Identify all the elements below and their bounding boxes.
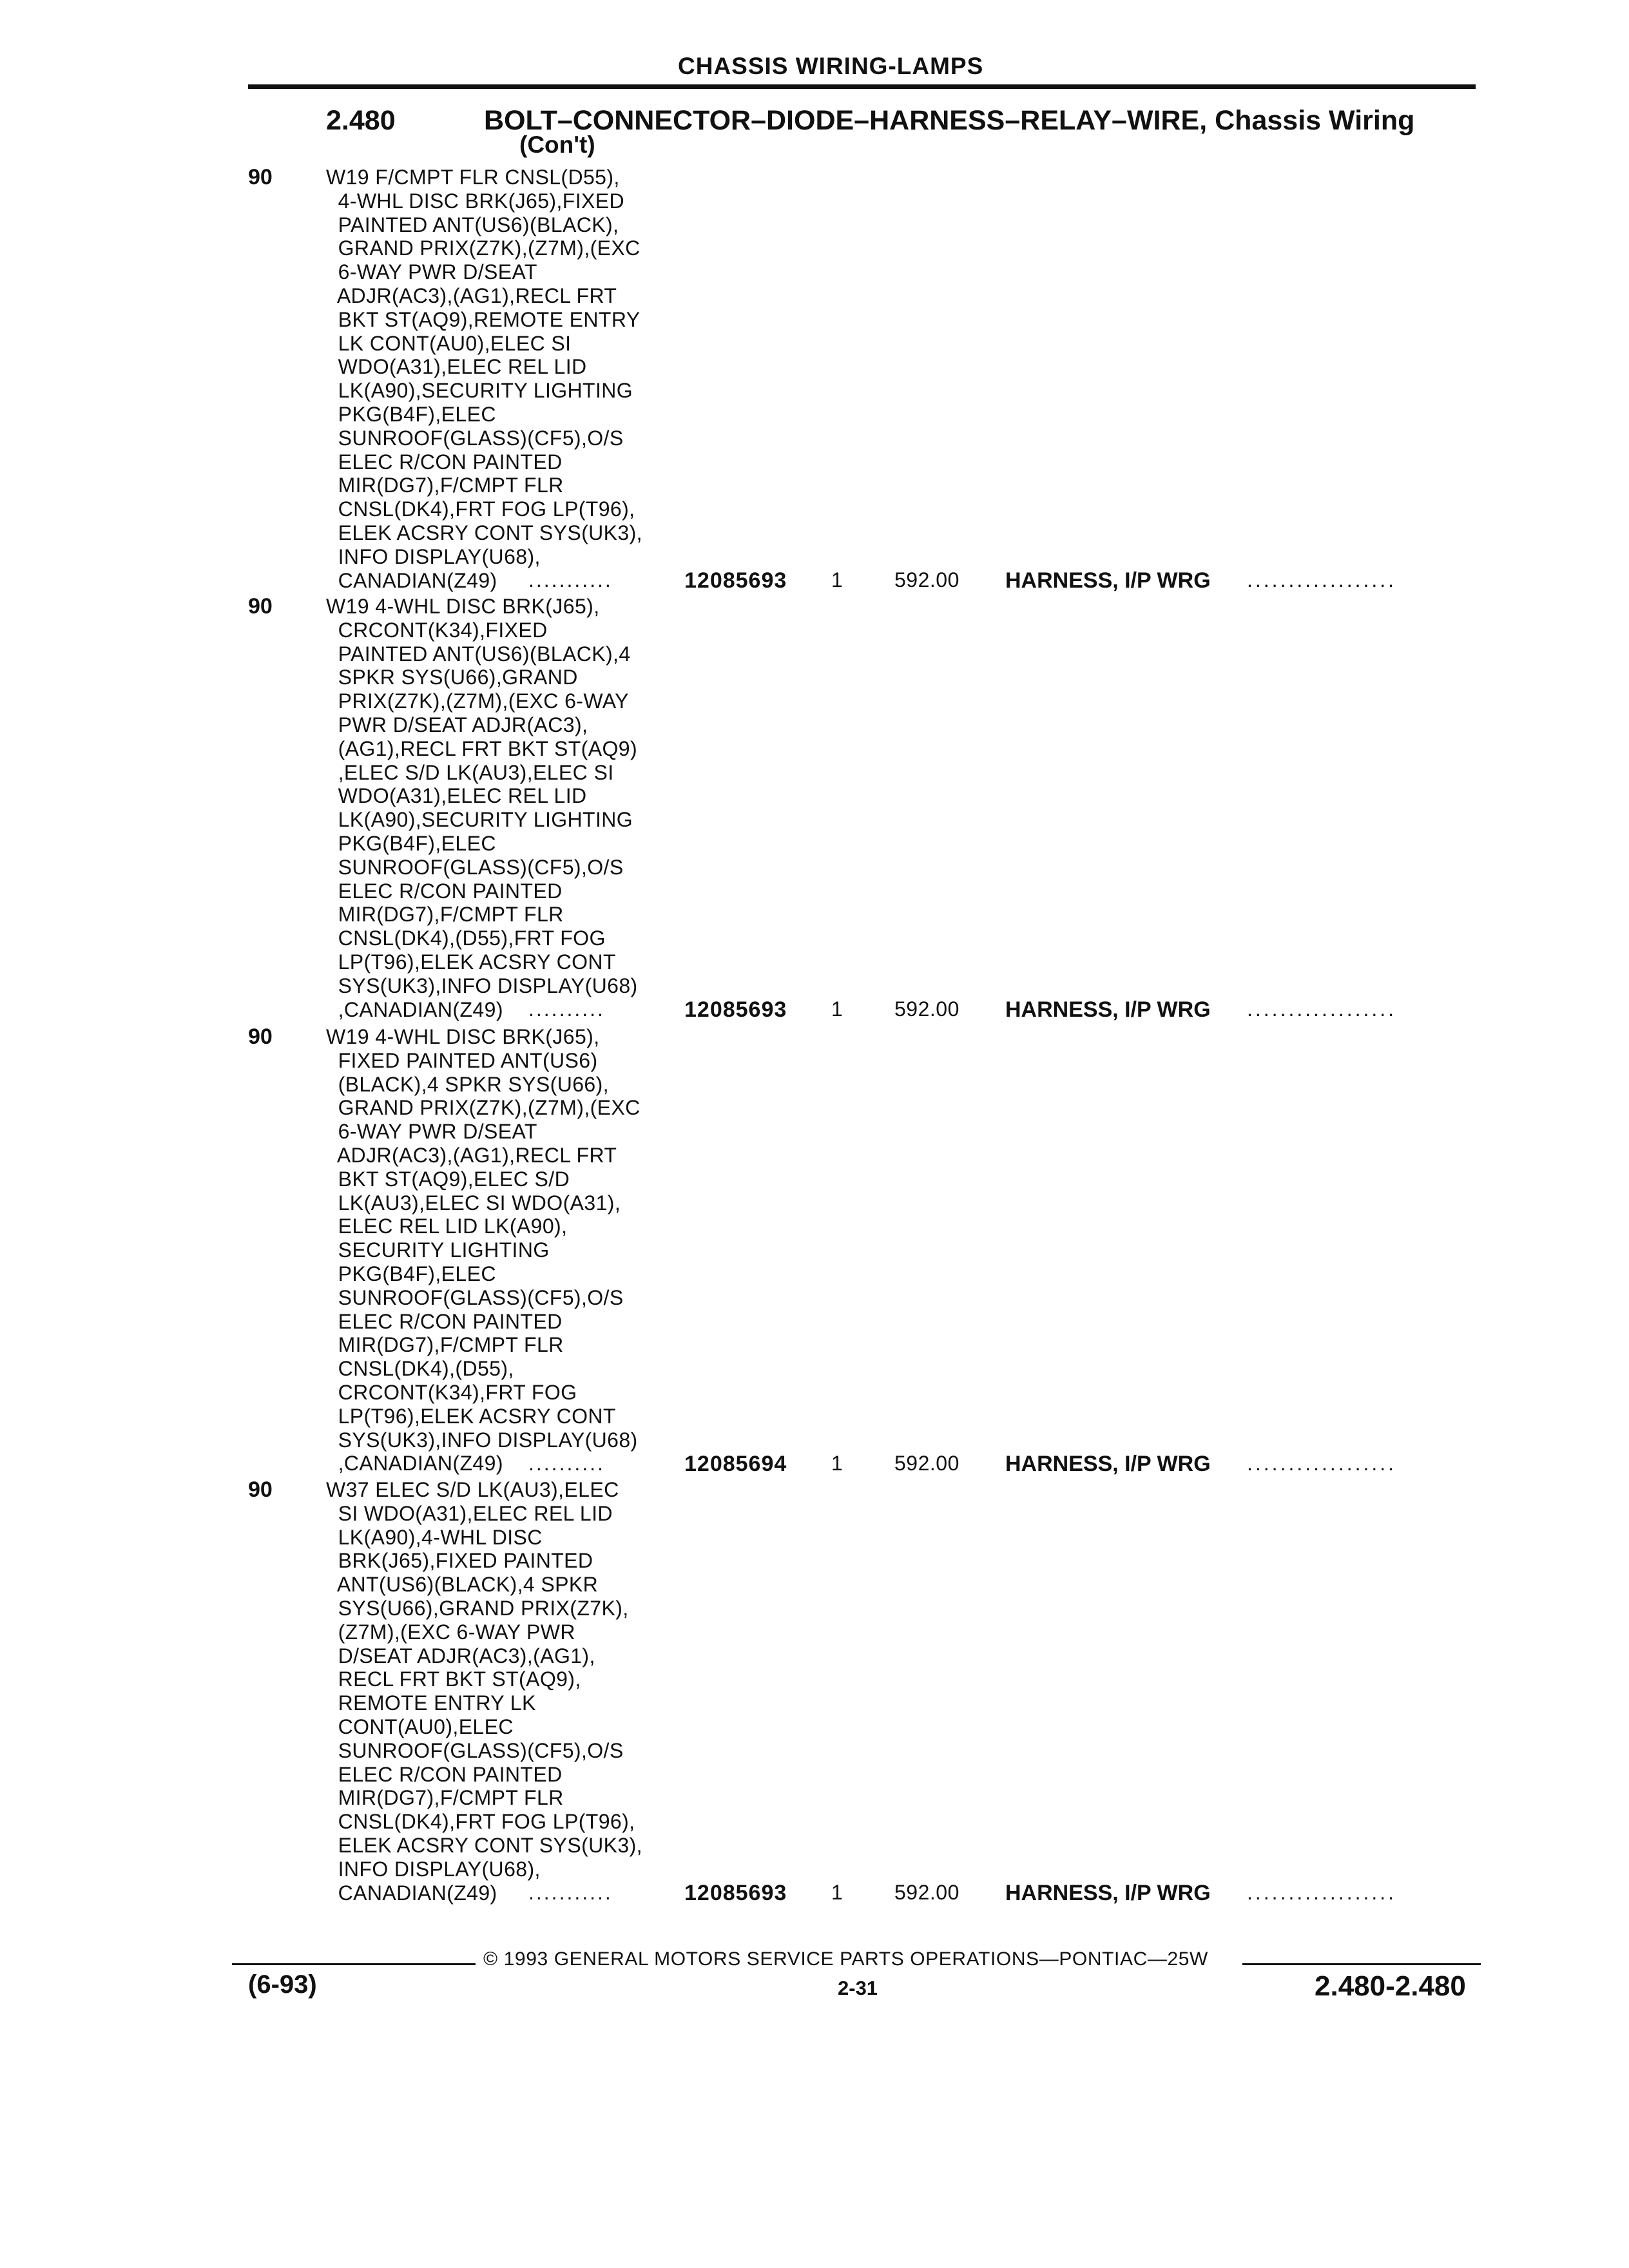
footer-section-range: 2.480-2.480 xyxy=(1315,1970,1466,2002)
leader-dots: .......... xyxy=(528,997,605,1021)
price: 592.00 xyxy=(894,1452,959,1475)
price: 592.00 xyxy=(894,997,959,1021)
entry-level: 90 xyxy=(248,1024,273,1049)
part-number: 12085693 xyxy=(684,568,787,593)
price: 592.00 xyxy=(894,568,959,591)
entry-detail-row xyxy=(0,1452,1629,1477)
leader-dots: .......... xyxy=(528,1452,605,1475)
section-number: 2.480 xyxy=(326,105,396,136)
section-title: BOLT–CONNECTOR–DIODE–HARNESS–RELAY–WIRE, Chassis Wiring xyxy=(484,105,1415,136)
entry-level: 90 xyxy=(248,165,273,189)
part-number: 12085694 xyxy=(684,1452,787,1476)
section-continued: (Con't) xyxy=(519,131,595,158)
entry-detail-row xyxy=(0,997,1629,1023)
trailing-dots: .................. xyxy=(1247,997,1397,1021)
part-name: HARNESS, I/P WRG xyxy=(1005,1881,1211,1905)
part-name: HARNESS, I/P WRG xyxy=(1005,568,1211,593)
footer-copyright: © 1993 GENERAL MOTORS SERVICE PARTS OPERATIONS—PONTIAC—25W xyxy=(483,1948,1208,1970)
price: 592.00 xyxy=(894,1881,959,1904)
footer-page-number: 2-31 xyxy=(838,1977,878,1999)
trailing-dots: .................. xyxy=(1247,1881,1397,1904)
quantity: 1 xyxy=(831,1452,843,1475)
header-rule xyxy=(248,84,1476,89)
part-number: 12085693 xyxy=(684,1881,787,1905)
part-name: HARNESS, I/P WRG xyxy=(1005,1452,1211,1476)
footer-date: (6-93) xyxy=(248,1970,317,1999)
entry-detail-row xyxy=(0,1881,1629,1907)
entry-detail-row xyxy=(0,568,1629,594)
part-number: 12085693 xyxy=(684,997,787,1022)
entry-description: W19 4-WHL DISC BRK(J65), FIXED PAINTED ANT(US6) (BLACK),4 SPKR SYS(U66), GRAND PRIX(Z7K),(Z7M),(EXC 6-WAY PWR D/SEAT ADJR(AC3),(AG1),RECL FRT BKT ST(AQ9),ELEC S/D LK(AU3),ELEC SI WDO(A31), ELEC REL LID LK(A90), SECURITY LIGHTING PKG(B4F),ELEC SUNROOF(GLASS)(CF5),O/S ELEC R/CON PAINTED MIR(DG7),F/CMPT FLR CNSL(DK4),(D55), CRCONT(K34),FRT FOG LP(T96),ELEK ACSRY CONT SYS(UK3),INFO DISPLAY(U68) ,CANADIAN(Z49) xyxy=(326,1025,641,1475)
entry-description: W19 F/CMPT FLR CNSL(D55), 4-WHL DISC BRK(J65),FIXED PAINTED ANT(US6)(BLACK), GRAND PRIX(Z7K),(Z7M),(EXC 6-WAY PWR D/SEAT ADJR(AC3),(AG1),RECL FRT BKT ST(AQ9),REMOTE ENTRY LK CONT(AU0),ELEC SI WDO(A31),ELEC REL LID LK(A90),SECURITY LIGHTING PKG(B4F),ELEC SUNROOF(GLASS)(CF5),O/S ELEC R/CON PAINTED MIR(DG7),F/CMPT FLR CNSL(DK4),FRT FOG LP(T96), ELEK ACSRY CONT SYS(UK3), INFO DISPLAY(U68), CANADIAN(Z49) xyxy=(326,166,642,592)
trailing-dots: .................. xyxy=(1247,1452,1397,1475)
entry-level: 90 xyxy=(248,1477,273,1502)
quantity: 1 xyxy=(831,997,843,1021)
page-header-title: CHASSIS WIRING-LAMPS xyxy=(678,53,984,79)
leader-dots: ........... xyxy=(528,1881,613,1904)
entry-description: W37 ELEC S/D LK(AU3),ELEC SI WDO(A31),ELEC REL LID LK(A90),4-WHL DISC BRK(J65),FIXED PAINTED ANT(US6)(BLACK),4 SPKR SYS(U66),GRAND PRIX(Z7K), (Z7M),(EXC 6-WAY PWR D/SEAT ADJR(AC3),(AG1), RECL FRT BKT ST(AQ9), REMOTE ENTRY LK CONT(AU0),ELEC SUNROOF(GLASS)(CF5),O/S ELEC R/CON PAINTED MIR(DG7),F/CMPT FLR CNSL(DK4),FRT FOG LP(T96), ELEK ACSRY CONT SYS(UK3), INFO DISPLAY(U68), CANADIAN(Z49) xyxy=(326,1478,642,1905)
part-name: HARNESS, I/P WRG xyxy=(1005,997,1211,1022)
entry-level: 90 xyxy=(248,594,273,619)
footer-rule-right xyxy=(1242,1963,1481,1965)
leader-dots: ........... xyxy=(528,568,613,591)
quantity: 1 xyxy=(831,1881,843,1904)
trailing-dots: .................. xyxy=(1247,568,1397,591)
footer-rule-left xyxy=(232,1963,476,1965)
entry-description: W19 4-WHL DISC BRK(J65), CRCONT(K34),FIXED PAINTED ANT(US6)(BLACK),4 SPKR SYS(U66),GRAND PRIX(Z7K),(Z7M),(EXC 6-WAY PWR D/SEAT ADJR(AC3), (AG1),RECL FRT BKT ST(AQ9) ,ELEC S/D LK(AU3),ELEC SI WDO(A31),ELEC REL LID LK(A90),SECURITY LIGHTING PKG(B4F),ELEC SUNROOF(GLASS)(CF5),O/S ELEC R/CON PAINTED MIR(DG7),F/CMPT FLR CNSL(DK4),(D55),FRT FOG LP(T96),ELEK ACSRY CONT SYS(UK3),INFO DISPLAY(U68) ,CANADIAN(Z49) xyxy=(326,595,638,1021)
quantity: 1 xyxy=(831,568,843,591)
